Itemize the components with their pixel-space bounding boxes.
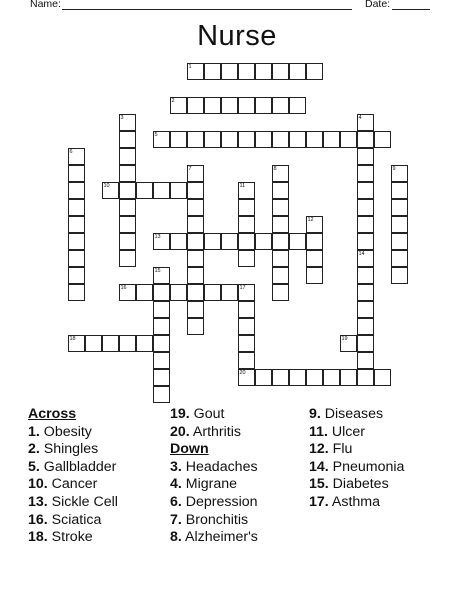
grid-cell[interactable] bbox=[357, 148, 374, 165]
grid-cell[interactable] bbox=[357, 318, 374, 335]
grid-cell[interactable] bbox=[136, 335, 153, 352]
grid-cell[interactable] bbox=[289, 131, 306, 148]
clue-item-number: 11. bbox=[309, 423, 328, 440]
grid-cell[interactable] bbox=[238, 97, 255, 114]
grid-cell[interactable] bbox=[357, 131, 374, 148]
grid-cell[interactable] bbox=[68, 165, 85, 182]
grid-cell[interactable] bbox=[272, 97, 289, 114]
grid-cell[interactable] bbox=[357, 199, 374, 216]
grid-cell[interactable] bbox=[357, 233, 374, 250]
grid-cell[interactable] bbox=[187, 182, 204, 199]
clue-item-text: Alzheimer's bbox=[181, 529, 258, 546]
grid-cell[interactable] bbox=[238, 301, 255, 318]
clue-number: 5 bbox=[154, 132, 158, 138]
clue-item bbox=[28, 476, 118, 494]
clue-item bbox=[28, 424, 118, 442]
grid-cell[interactable] bbox=[119, 216, 136, 233]
grid-cell[interactable] bbox=[357, 301, 374, 318]
clue-item-text: Shingles bbox=[39, 441, 99, 458]
clue-number: 15 bbox=[154, 268, 161, 274]
grid-cell[interactable] bbox=[119, 182, 136, 199]
grid-cell[interactable] bbox=[153, 318, 170, 335]
grid-cell[interactable] bbox=[68, 267, 85, 284]
grid-cell[interactable] bbox=[391, 233, 408, 250]
clue-item-number: 5. bbox=[28, 458, 40, 475]
clue-number: 7 bbox=[188, 166, 192, 172]
grid-cell[interactable] bbox=[153, 386, 170, 403]
clue-item-number: 16. bbox=[28, 511, 48, 528]
clue-number: 3 bbox=[120, 115, 124, 121]
clue-item-number: 9. bbox=[309, 406, 321, 422]
grid-cell[interactable] bbox=[255, 131, 272, 148]
clue-item-text: Sickle Cell bbox=[47, 493, 118, 510]
date-label: Date: bbox=[365, 0, 391, 10]
clue-item-text: Ulcer bbox=[327, 423, 366, 440]
grid-cell[interactable] bbox=[238, 131, 255, 148]
grid-cell[interactable] bbox=[119, 199, 136, 216]
grid-cell[interactable] bbox=[238, 233, 255, 250]
clue-item-text: Diseases bbox=[320, 406, 384, 422]
grid-cell[interactable] bbox=[272, 284, 289, 301]
clue-item bbox=[170, 406, 258, 424]
clue-number: 11 bbox=[239, 183, 246, 189]
grid-cell[interactable] bbox=[306, 369, 323, 386]
grid-cell[interactable] bbox=[187, 301, 204, 318]
grid-cell[interactable] bbox=[187, 199, 204, 216]
clue-item-text: Gout bbox=[189, 406, 225, 422]
grid-cell[interactable] bbox=[68, 216, 85, 233]
clue-item bbox=[170, 459, 258, 477]
clue-item bbox=[170, 512, 258, 530]
grid-cell[interactable] bbox=[68, 284, 85, 301]
grid-cell[interactable] bbox=[255, 63, 272, 80]
grid-cell[interactable] bbox=[255, 233, 272, 250]
grid-cell[interactable] bbox=[272, 267, 289, 284]
grid-cell[interactable] bbox=[102, 335, 119, 352]
clue-item-text: Flu bbox=[328, 441, 353, 458]
grid-cell[interactable] bbox=[119, 148, 136, 165]
grid-cell[interactable] bbox=[357, 267, 374, 284]
grid-cell[interactable] bbox=[221, 63, 238, 80]
grid-cell[interactable] bbox=[357, 352, 374, 369]
clue-item-text: Bronchitis bbox=[181, 511, 249, 528]
grid-cell[interactable] bbox=[272, 199, 289, 216]
grid-cell[interactable] bbox=[153, 352, 170, 369]
grid-cell[interactable] bbox=[357, 216, 374, 233]
clue-item-number: 18. bbox=[28, 529, 48, 546]
grid-cell[interactable] bbox=[357, 182, 374, 199]
clue-item-text: Obesity bbox=[39, 423, 92, 440]
grid-cell[interactable] bbox=[238, 250, 255, 267]
grid-cell[interactable] bbox=[153, 301, 170, 318]
clue-item-text: Gallbladder bbox=[39, 458, 117, 475]
clue-column-1 bbox=[28, 406, 118, 547]
clue-item-text: Pneumonia bbox=[328, 458, 405, 475]
down-heading: Down bbox=[170, 441, 209, 458]
clue-item bbox=[28, 494, 118, 512]
clue-item bbox=[170, 494, 258, 512]
clue-item-number: 12. bbox=[309, 441, 329, 458]
clue-number: 14 bbox=[358, 251, 365, 257]
clue-item-text: Diabetes bbox=[328, 476, 389, 493]
grid-cell[interactable] bbox=[204, 97, 221, 114]
clue-item bbox=[170, 529, 258, 547]
grid-cell[interactable] bbox=[357, 369, 374, 386]
grid-cell[interactable] bbox=[153, 284, 170, 301]
grid-cell[interactable] bbox=[221, 233, 238, 250]
grid-cell[interactable] bbox=[153, 369, 170, 386]
clue-item bbox=[309, 424, 404, 442]
grid-cell[interactable] bbox=[68, 250, 85, 267]
grid-cell[interactable] bbox=[187, 318, 204, 335]
grid-cell[interactable] bbox=[272, 182, 289, 199]
grid-cell[interactable] bbox=[68, 233, 85, 250]
grid-cell[interactable] bbox=[170, 284, 187, 301]
grid-cell[interactable] bbox=[391, 199, 408, 216]
clue-number: 20 bbox=[239, 370, 246, 376]
grid-cell[interactable] bbox=[119, 233, 136, 250]
clue-item bbox=[170, 476, 258, 494]
grid-cell[interactable] bbox=[289, 97, 306, 114]
clue-number: 1 bbox=[188, 64, 192, 70]
grid-cell[interactable] bbox=[323, 369, 340, 386]
grid-cell[interactable] bbox=[119, 131, 136, 148]
clue-item bbox=[28, 459, 118, 477]
clue-number: 19 bbox=[341, 336, 348, 342]
grid-cell[interactable] bbox=[68, 199, 85, 216]
clue-item-number: 2. bbox=[28, 441, 40, 458]
clue-item-number: 1. bbox=[28, 423, 40, 440]
clue-number: 4 bbox=[358, 115, 362, 121]
grid-cell[interactable] bbox=[272, 369, 289, 386]
clue-number: 16 bbox=[120, 285, 127, 291]
grid-cell[interactable] bbox=[238, 216, 255, 233]
grid-cell[interactable] bbox=[306, 250, 323, 267]
grid-cell[interactable] bbox=[272, 233, 289, 250]
grid-cell[interactable] bbox=[238, 318, 255, 335]
grid-cell[interactable] bbox=[204, 233, 221, 250]
clue-number: 10 bbox=[103, 183, 110, 189]
grid-cell[interactable] bbox=[204, 63, 221, 80]
grid-cell[interactable] bbox=[204, 131, 221, 148]
grid-cell[interactable] bbox=[187, 97, 204, 114]
clue-item bbox=[309, 494, 404, 512]
grid-cell[interactable] bbox=[238, 335, 255, 352]
grid-cell[interactable] bbox=[153, 182, 170, 199]
clue-item-text: Cancer bbox=[47, 476, 98, 493]
clue-item bbox=[309, 476, 404, 494]
grid-cell[interactable] bbox=[238, 199, 255, 216]
grid-cell[interactable] bbox=[391, 267, 408, 284]
grid-cell[interactable] bbox=[357, 335, 374, 352]
grid-cell[interactable] bbox=[374, 369, 391, 386]
grid-cell[interactable] bbox=[187, 233, 204, 250]
grid-cell[interactable] bbox=[272, 216, 289, 233]
clue-item bbox=[28, 441, 118, 459]
grid-cell[interactable] bbox=[306, 233, 323, 250]
clue-item-number: 6. bbox=[170, 493, 182, 510]
clue-item-number: 15. bbox=[309, 476, 329, 493]
clue-column-2 bbox=[170, 406, 258, 547]
grid-cell[interactable] bbox=[68, 182, 85, 199]
grid-cell[interactable] bbox=[119, 335, 136, 352]
grid-cell[interactable] bbox=[204, 284, 221, 301]
grid-cell[interactable] bbox=[238, 352, 255, 369]
grid-cell[interactable] bbox=[272, 63, 289, 80]
clue-item-number: 14. bbox=[309, 458, 329, 475]
grid-cell[interactable] bbox=[323, 131, 340, 148]
clue-item-number: 7. bbox=[170, 511, 182, 528]
grid-cell[interactable] bbox=[187, 131, 204, 148]
grid-cell[interactable] bbox=[357, 284, 374, 301]
clue-item-text: Migrane bbox=[181, 476, 238, 493]
grid-cell[interactable] bbox=[153, 335, 170, 352]
grid-cell[interactable] bbox=[187, 284, 204, 301]
grid-cell[interactable] bbox=[340, 369, 357, 386]
grid-cell[interactable] bbox=[306, 131, 323, 148]
clue-item-number: 20. bbox=[170, 423, 190, 440]
grid-cell[interactable] bbox=[374, 131, 391, 148]
grid-cell[interactable] bbox=[136, 182, 153, 199]
clue-item-number: 4. bbox=[170, 476, 182, 493]
clue-number: 17 bbox=[239, 285, 246, 291]
clue-item bbox=[309, 459, 404, 477]
grid-cell[interactable] bbox=[187, 216, 204, 233]
page-title: Nurse bbox=[197, 20, 277, 52]
clue-item-number: 19. bbox=[170, 406, 190, 422]
clue-item bbox=[28, 529, 118, 547]
clue-number: 9 bbox=[392, 166, 396, 172]
clue-item-number: 3. bbox=[170, 458, 182, 475]
grid-cell[interactable] bbox=[272, 131, 289, 148]
clue-list bbox=[0, 406, 474, 606]
clue-item bbox=[170, 424, 258, 442]
grid-cell[interactable] bbox=[170, 131, 187, 148]
grid-cell[interactable] bbox=[289, 369, 306, 386]
grid-cell[interactable] bbox=[306, 267, 323, 284]
grid-cell[interactable] bbox=[238, 63, 255, 80]
grid-cell[interactable] bbox=[272, 250, 289, 267]
clue-item-text: Headaches bbox=[181, 458, 258, 475]
grid-cell[interactable] bbox=[357, 165, 374, 182]
grid-cell[interactable] bbox=[170, 182, 187, 199]
grid-cell[interactable] bbox=[119, 250, 136, 267]
grid-cell[interactable] bbox=[289, 63, 306, 80]
clue-number: 2 bbox=[171, 98, 175, 104]
clue-item-text: Sciatica bbox=[47, 511, 102, 528]
clue-number: 8 bbox=[273, 166, 277, 172]
grid-cell[interactable] bbox=[391, 182, 408, 199]
grid-cell[interactable] bbox=[391, 250, 408, 267]
clue-item bbox=[28, 512, 118, 530]
grid-cell[interactable] bbox=[289, 233, 306, 250]
across-heading: Across bbox=[28, 406, 77, 422]
clue-item bbox=[309, 441, 404, 459]
clue-item-number: 8. bbox=[170, 529, 182, 546]
grid-cell[interactable] bbox=[187, 250, 204, 267]
grid-cell[interactable] bbox=[170, 233, 187, 250]
grid-cell[interactable] bbox=[306, 63, 323, 80]
grid-cell[interactable] bbox=[255, 369, 272, 386]
clue-number: 12 bbox=[307, 217, 314, 223]
clue-item-text: Arthritis bbox=[189, 423, 241, 440]
clue-item-text: Stroke bbox=[47, 529, 93, 546]
grid-cell[interactable] bbox=[221, 284, 238, 301]
clue-number: 6 bbox=[69, 149, 73, 155]
clue-item-text: Asthma bbox=[328, 493, 380, 510]
clue-number: 18 bbox=[69, 336, 76, 342]
grid-cell[interactable] bbox=[255, 97, 272, 114]
clue-column-3 bbox=[309, 406, 404, 512]
clue-number: 13 bbox=[154, 234, 161, 240]
grid-cell[interactable] bbox=[221, 131, 238, 148]
clue-item-text: Depression bbox=[181, 493, 258, 510]
grid-cell[interactable] bbox=[187, 267, 204, 284]
clue-item bbox=[309, 406, 404, 424]
clue-item-number: 13. bbox=[28, 493, 48, 510]
clue-item-number: 17. bbox=[309, 493, 329, 510]
grid-cell[interactable] bbox=[221, 97, 238, 114]
grid-cell[interactable] bbox=[85, 335, 102, 352]
clue-item-number: 10. bbox=[28, 476, 48, 493]
name-label: Name: bbox=[30, 0, 61, 10]
grid-cell[interactable] bbox=[119, 165, 136, 182]
grid-cell[interactable] bbox=[340, 131, 357, 148]
grid-cell[interactable] bbox=[136, 284, 153, 301]
grid-cell[interactable] bbox=[391, 216, 408, 233]
